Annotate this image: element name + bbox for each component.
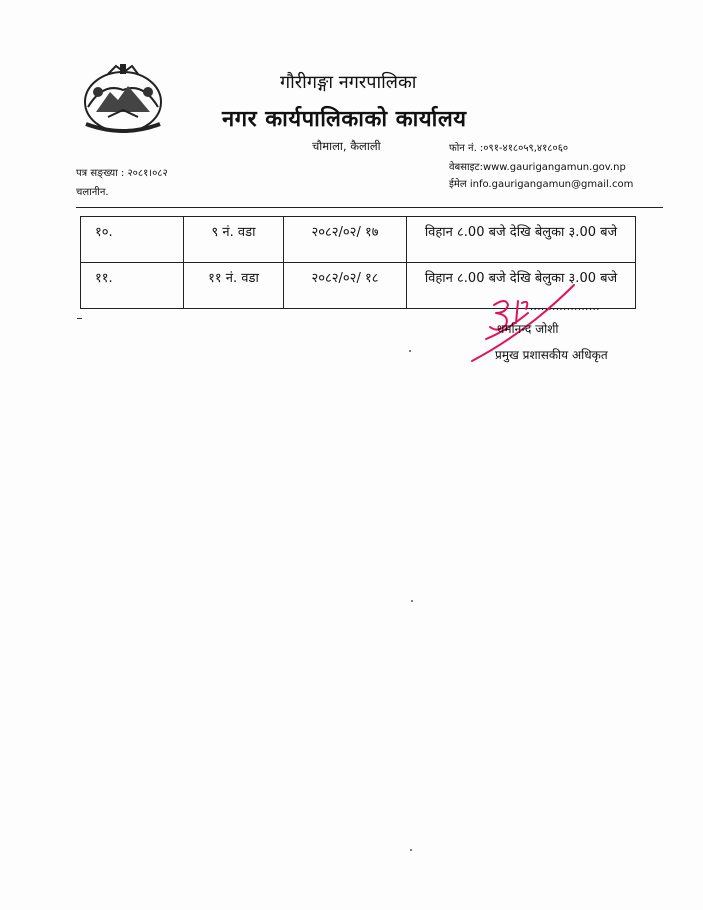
signatory-title: प्रमुख प्रशासकीय अधिकृत	[495, 348, 608, 362]
row-time: विहान ८.00 बजे देखि बेलुका ३.00 बजे	[407, 263, 636, 309]
row-ward: ११ नं. वडा	[184, 263, 284, 309]
website-link: वेबसाइट:www.gaurigangamun.gov.np	[449, 162, 626, 173]
row-serial: १०.	[81, 217, 184, 263]
phone-number: फोन नं. :०९१-४१८०५९,४१८०६०	[449, 143, 569, 154]
signature-line: ...................	[530, 302, 600, 313]
row-serial: ११.	[81, 263, 184, 309]
row-time: विहान ८.00 बजे देखि बेलुका ३.00 बजे	[407, 217, 636, 263]
office-title: नगर कार्यपालिकाको कार्यालय	[222, 107, 467, 132]
signatory-name: धर्मानन्द जोशी	[497, 322, 559, 336]
email-address: ईमेल info.gaurigangamun@gmail.com	[449, 179, 634, 190]
header-divider	[76, 207, 663, 208]
table-row	[81, 217, 636, 263]
row-date: २०८२/०२/ १८	[284, 263, 407, 309]
municipality-name: गौरीगङ्गा नगरपालिका	[280, 72, 417, 93]
office-location: चौमाला, कैलाली	[312, 139, 381, 153]
stray-mark	[77, 318, 82, 319]
scan-speck	[410, 849, 412, 851]
row-ward: ९ नं. वडा	[184, 217, 284, 263]
dispatch-number: चलानीन.	[76, 187, 109, 198]
letter-number: पत्र सङ्ख्या : २०८१।०८२	[76, 168, 168, 179]
row-date: २०८२/०२/ १७	[284, 217, 407, 263]
nepal-emblem-icon	[78, 62, 168, 138]
scan-speck	[411, 600, 413, 602]
scan-speck	[409, 350, 411, 352]
